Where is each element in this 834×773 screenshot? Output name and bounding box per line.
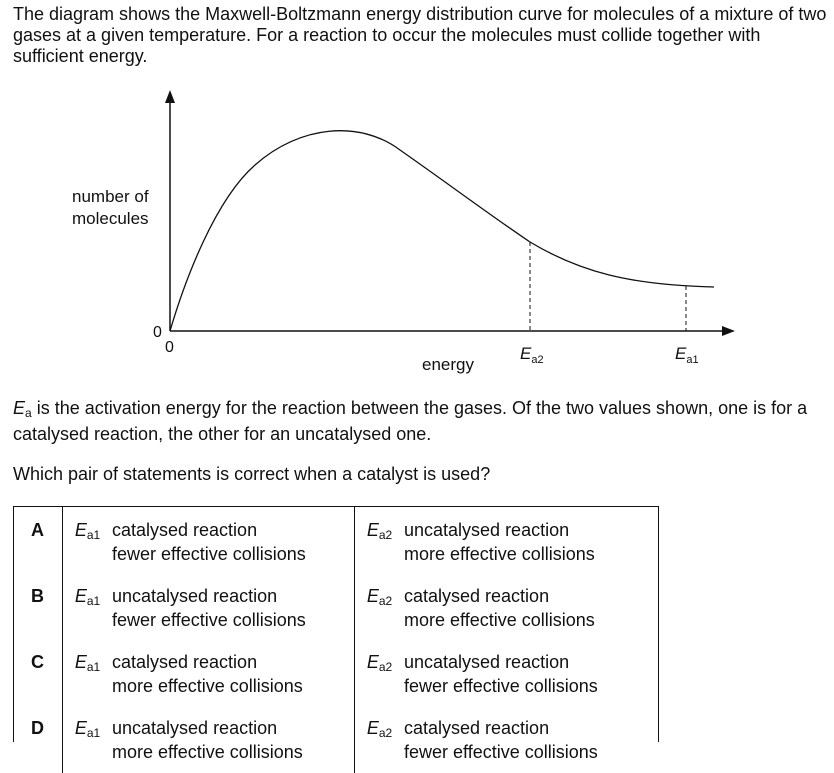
left-ea-symbol: $E_{a1}$ [74,652,101,674]
left-statement-1: uncatalysed reaction [112,586,278,606]
right-statement-1: catalysed reaction [404,586,550,606]
right-statements [404,575,646,641]
ea-note-text: is the activation energy for the reaction between the gases. Of the two values shown, one is for a catalysed reaction, the other for an uncatalysed one. [13,398,808,444]
left-statements [112,707,355,773]
intro-text: The diagram shows the Maxwell-Boltzmann energy distribution curve for molecules of a mixture of two gases at a given temperature. For a reaction to occur the molecules must collide together with sufficient energy. [13,4,827,66]
option-row-a[interactable] [13,506,646,575]
left-ea-symbol: $E_{a1}$ [74,586,101,608]
left-statement-1: uncatalysed reaction [112,718,278,738]
left-statement-1: catalysed reaction [112,520,258,540]
right-statement-1: uncatalysed reaction [404,520,570,540]
right-statement-1: uncatalysed reaction [404,652,570,672]
options-table [13,506,647,773]
left-statements [112,575,355,641]
left-statement-1: catalysed reaction [112,652,258,672]
right-statement-2: more effective collisions [404,610,595,630]
right-statement-2: more effective collisions [404,544,595,564]
option-letter: D [13,707,63,773]
origin-x-label: 0 [165,339,174,356]
right-statement-2: fewer effective collisions [404,742,598,762]
activation-energy-note [13,398,828,445]
left-statement-2: more effective collisions [112,676,303,696]
left-statement-2: more effective collisions [112,742,303,762]
right-ea-symbol: $E_{a2}$ [366,586,393,608]
x-axis-label: energy [422,355,474,374]
option-letter: C [13,641,63,707]
right-statements [404,641,646,707]
origin-y-label: 0 [153,324,162,341]
ea2-label: $E_{a2}$ [520,344,544,366]
question-text: Which pair of statements is correct when a catalyst is used? [13,464,491,484]
x-axis-arrow [722,326,735,336]
right-statement-2: fewer effective collisions [404,676,598,696]
right-ea-symbol: $E_{a2}$ [366,718,393,740]
y-axis-label-line1: number of [72,187,149,206]
left-ea-symbol: $E_{a1}$ [74,520,101,542]
y-axis-arrow [165,90,175,103]
option-row-c[interactable] [13,641,646,707]
option-row-b[interactable] [13,575,646,641]
right-statements [404,707,646,773]
left-statement-2: fewer effective collisions [112,610,306,630]
ea1-label: $E_{a1}$ [675,344,699,366]
left-ea-symbol: $E_{a1}$ [74,718,101,740]
left-statement-2: fewer effective collisions [112,544,306,564]
option-letter: A [13,506,63,575]
y-axis-label-line2: molecules [72,209,149,228]
left-statements [112,506,355,575]
right-ea-symbol: $E_{a2}$ [366,652,393,674]
option-row-d[interactable] [13,707,646,773]
ea-subscript: a [25,406,32,420]
maxwell-boltzmann-diagram [0,82,834,382]
distribution-curve [170,131,714,331]
right-statement-1: catalysed reaction [404,718,550,738]
right-ea-symbol: $E_{a2}$ [366,520,393,542]
right-statements [404,506,646,575]
option-letter: B [13,575,63,641]
ea-symbol: E [13,398,26,418]
left-statements [112,641,355,707]
